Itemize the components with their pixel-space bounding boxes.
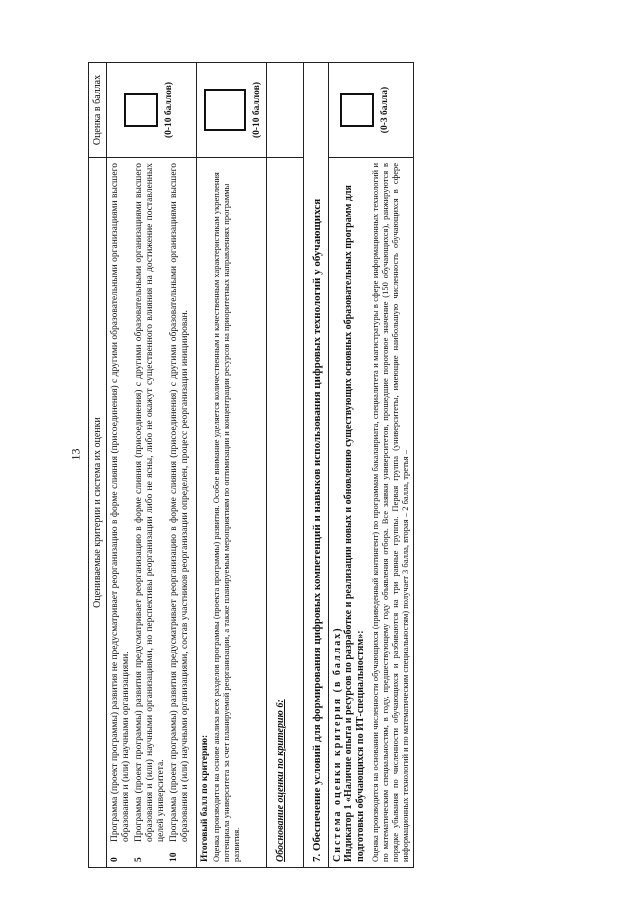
justification-cell	[267, 158, 304, 868]
score-cell-1	[107, 63, 197, 158]
page-number: 13	[68, 448, 83, 461]
item-text: Программа (проект программы) развития предусматривает реорганизацию в форме слияния (присоединения) с другими образовательными организациями высшего образования и (или) научными организациями, состав участников реорганизации определен, процесс реорганизации инициирован.	[169, 163, 190, 842]
score-input-box[interactable]	[124, 93, 158, 127]
item-number: 10	[169, 852, 179, 862]
score-cell-2	[197, 63, 267, 158]
final-score-text: Оценка производится на основе анализа всех разделов программы (проекта программы) развития. Особое внимание уделяется количественным и качественным характеристикам укрепления потенциала университета за счет планируемой реорганизации, а также планируемым мероприятиям по оптимизации и концентрации ресурсов на приоритетных направлениях программы развития.	[211, 172, 241, 862]
score-range-label: (0-3 балла)	[380, 86, 390, 134]
criteria-header: Оцениваемые критерии и система их оценки	[89, 158, 107, 868]
criterion-levels-row	[107, 63, 197, 868]
justification-label: Обоснование оценки по критерию 6:	[275, 699, 286, 862]
criteria-table	[88, 62, 414, 868]
section7-title-row	[304, 63, 329, 868]
final-score-cell	[197, 158, 267, 868]
section-title: 7. Обеспечение условий для формирования цифровых компетенций и навыков использования цифровых технологий у обучающихся	[311, 198, 323, 862]
score-input-box[interactable]	[340, 93, 374, 127]
item-number: 0	[110, 857, 120, 862]
score-range-label: (0-10 баллов)	[164, 82, 174, 139]
score-range-label: (0-10 баллов)	[252, 82, 262, 139]
list-item	[169, 163, 191, 862]
section7-title	[304, 63, 329, 868]
indicator-title: Индикатор 1 «Наличие опыта и ресурсов по разработке и реализации новых и обновлению существующих основных образовательных программ для подготовки обучающихся по ИТ-специальностям»:	[343, 185, 366, 862]
list-item	[134, 163, 167, 862]
table-header-row	[89, 63, 107, 868]
indicator-text: Оценка производится на основании численности обучающихся (приведенный контингент) по программам бакалавриата, специалитета и магистратуры в сфере информационных технологий и по математическим специальностям, в году, предшествующему году объявления отбора. Все заявки университетов, прошедшие пороговое значение (150 обучающихся), ранжируются в порядке убывания по численности обучающихся и разбиваются на три равные группы. Первая группа (университеты, имеющие наибольшую численность обучающихся в сфере информационных технологий и по математическим специальностям) получает 3 балла, вторая – 2 балла, третья –	[370, 163, 410, 862]
item-text: Программа (проект программы) развития не предусматривает реорганизацию в форме слияния (присоединения) с другими образовательными организациями высшего образования и (или) научными организациями.	[110, 163, 131, 842]
justification-row	[267, 63, 304, 868]
final-score-row	[197, 63, 267, 868]
item-text: Программа (проект программы) развития предусматривает реорганизацию в форме слияния (присоединения) с другими образовательными организациями высшего образования и (или) научными организациями, но перспективы реорганизации либо не ясны, либо не окажут существенного влияния на достижение поставленных целей университета.	[134, 163, 166, 842]
score-input-box[interactable]	[204, 89, 246, 131]
system-label: Система оценки критерия (в баллах)	[332, 626, 343, 862]
item-number: 5	[134, 857, 144, 862]
criterion-levels	[107, 158, 197, 868]
final-score-title: Итоговый балл по критерию:	[200, 734, 210, 862]
indicator-row	[329, 63, 414, 868]
score-cell-3	[329, 63, 414, 158]
score-header: Оценка в баллах	[89, 63, 107, 158]
justification-score-cell	[267, 63, 304, 158]
indicator-cell	[329, 158, 414, 868]
criteria-sheet	[88, 63, 550, 868]
list-item	[110, 163, 132, 862]
